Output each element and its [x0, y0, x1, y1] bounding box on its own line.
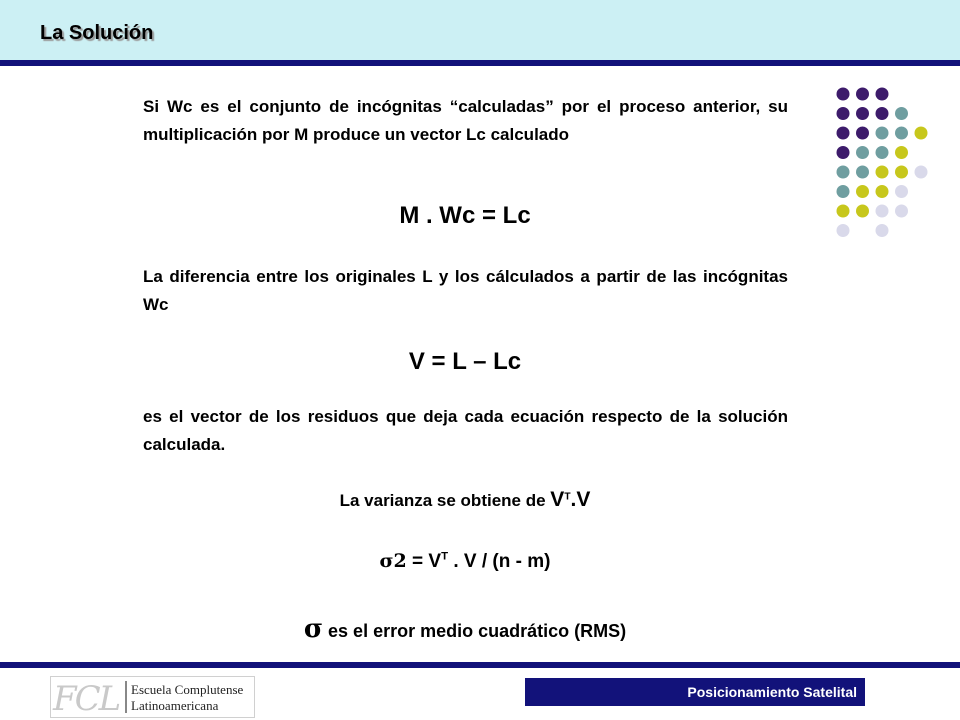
decor-dot: [837, 185, 850, 198]
decor-dot: [837, 127, 850, 140]
equation-1: M . Wc = Lc: [399, 202, 531, 229]
decor-dot: [876, 185, 889, 198]
institution-logo: [50, 676, 255, 718]
logo-divider: [125, 681, 127, 713]
decor-dot: [856, 185, 869, 198]
variance-text: La varianza se obtiene de: [339, 491, 551, 510]
logo-line-1: Escuela Complutense: [131, 682, 244, 697]
decor-dot: [856, 88, 869, 101]
slide-title: La Solución: [40, 22, 154, 44]
bottom-rule: [0, 662, 960, 668]
logo-line-2: Latinoamericana: [131, 698, 219, 713]
decor-dot: [876, 127, 889, 140]
rms-line: [0, 614, 930, 644]
rms-text: es el error medio cuadrático (RMS): [323, 621, 627, 641]
decor-dot: [876, 88, 889, 101]
decor-dot: [837, 146, 850, 159]
sigma-formula: [0, 550, 930, 573]
decor-dot: [915, 127, 928, 140]
decor-dot: [876, 107, 889, 120]
variance-rest: .V: [570, 488, 591, 511]
sigma-squared: σ2: [379, 550, 407, 572]
decor-dot: [837, 88, 850, 101]
paragraph-3: es el vector de los residuos que deja cada ecuación respecto de la solución calculada.: [143, 407, 788, 454]
formula-sup: T: [441, 550, 449, 563]
equation-2: V = L – Lc: [408, 348, 522, 375]
decor-dot: [895, 185, 908, 198]
sigma-symbol: σ: [303, 614, 324, 644]
decor-dot: [895, 127, 908, 140]
decor-dot: [876, 146, 889, 159]
formula-eq: = V: [406, 551, 442, 572]
variance-v: V: [550, 488, 565, 511]
decor-dot: [856, 127, 869, 140]
decor-dot: [876, 166, 889, 179]
decor-dot: [895, 107, 908, 120]
paragraph-2: La diferencia entre los originales L y los cálculados a partir de las incógnitas Wc: [143, 267, 788, 314]
decor-dot: [856, 166, 869, 179]
decor-dot: [837, 166, 850, 179]
decor-dot: [895, 146, 908, 159]
decor-dot: [856, 107, 869, 120]
variance-line: [0, 488, 930, 512]
paragraph-1: Si Wc es el conjunto de incógnitas “calculadas” por el proceso anterior, su multiplicación por M produce un vector Lc calculado: [143, 97, 788, 144]
logo-mark: FCL: [53, 679, 120, 718]
decor-dot: [837, 107, 850, 120]
decor-dot: [895, 166, 908, 179]
decor-dot: [915, 166, 928, 179]
decor-dot: [856, 146, 869, 159]
variance-sup: T: [564, 491, 571, 503]
footer-badge: Posicionamiento Satelital: [525, 678, 865, 706]
formula-rest: . V / (n - m): [448, 551, 551, 572]
